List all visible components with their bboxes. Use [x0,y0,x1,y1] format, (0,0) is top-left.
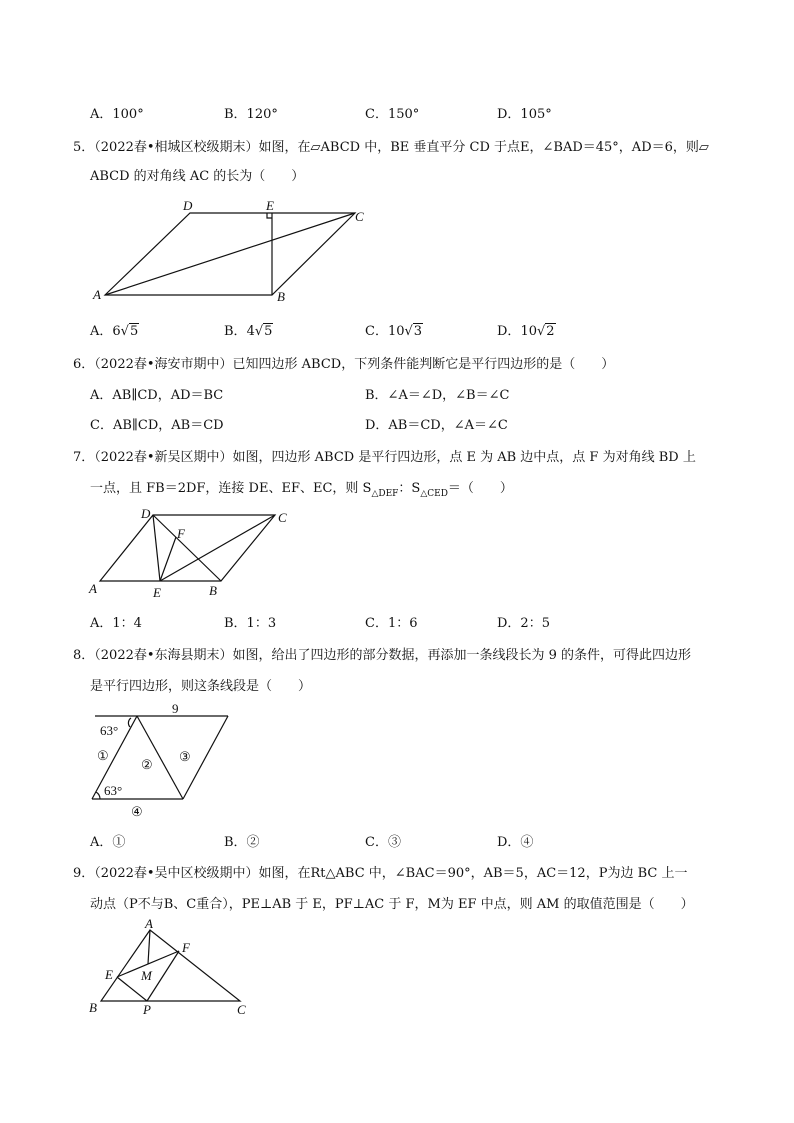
q8-label-4: ④ [131,804,143,819]
q8-label-3: ③ [179,749,191,764]
q7-option-c: C．1：6 [365,616,418,631]
q9-triangle-abc [101,930,240,1001]
q8-angle-arc-bottom [96,792,100,799]
q5-figure [85,195,385,310]
q7-label-d: D [141,506,151,521]
q9-label-b: B [89,1000,97,1015]
q5-diagonal-ac [105,213,355,295]
q5-label-c: C [355,209,364,224]
q5-option-d: D．10√2 [497,324,555,339]
q9-label-c: C [237,1002,246,1017]
q5-label-b: B [277,289,285,304]
q7-segment-de [153,515,160,581]
q6-option-b: B．∠A＝∠D，∠B＝∠C [365,388,510,403]
q8-label-1: ① [97,748,109,763]
q5-option-b: B．4√5 [224,324,273,339]
q5-option-a: A．6√5 [90,324,139,339]
q7-segment-ec [160,515,275,581]
q8-stem-line2: 是平行四边形，则这条线段是（ ） [90,679,312,694]
q7-option-a: A．1：4 [90,616,142,631]
q7-figure [85,505,300,600]
q5-label-a: A [93,287,101,302]
q7-label-b: B [209,583,217,598]
q5-stem-line1: 5．（2022春•相城区校级期末）如图，在▱ABCD 中，BE 垂直平分 CD 于点E，∠BAD＝45°，AD＝6，则▱ [73,140,709,155]
q4-option-b: B．120° [224,107,278,122]
q6-option-d: D．AB＝CD，∠A＝∠C [365,418,508,433]
q8-option-a: A．① [90,835,126,850]
q5-stem-line2: ABCD 的对角线 AC 的长为（ ） [90,169,305,184]
q9-figure [85,915,265,1025]
q6-option-a: A．AB∥CD，AD＝BC [90,388,224,403]
q9-label-f: F [182,940,190,955]
q9-label-m: M [141,968,152,983]
q9-segment-am [148,930,150,964]
q8-label-angle-bottom: 63° [104,783,123,798]
q7-segment-ef [160,537,176,581]
q6-stem: 6．（2022春•海安市期中）已知四边形 ABCD，下列条件能判断它是平行四边形的是（ ） [73,357,615,372]
q5-label-d: D [183,198,193,213]
q8-option-b: B．② [224,835,260,850]
q7-stem-line2: 一点，且 FB＝2DF，连接 DE、EF、EC，则 $S_{\triangle DEF}$：$S_{\triangle CED}=$（ ） [90,481,513,499]
q9-label-p: P [143,1002,151,1017]
q8-stem-line1: 8．（2022春•东海县期末）如图，给出了四边形的部分数据，再添加一条线段长为 9 的条件，可得此四边形 [73,648,692,663]
q7-label-e: E [153,585,161,600]
q8-option-c: C．③ [365,835,401,850]
q8-label-9: 9 [172,701,179,716]
q8-label-angle-top: 63° [100,723,119,738]
q8-figure [85,700,240,820]
q7-option-d: D．2：5 [497,616,550,631]
q5-option-c: C．10√3 [365,324,423,339]
q7-label-c: C [278,510,287,525]
q9-label-e: E [105,967,113,982]
q7-option-b: B．1：3 [224,616,277,631]
q7-label-a: A [89,581,97,596]
q9-stem-line1: 9．（2022春•吴中区校级期中）如图，在Rt△ABC 中，∠BAC＝90°，AB＝5，AC＝12，P为边 BC 上一 [73,866,688,881]
q8-option-d: D．④ [497,835,534,850]
q4-option-a: A．100° [90,107,144,122]
q9-stem-line2: 动点（P不与B、C重合），PE⊥AB 于 E，PF⊥AC 于 F，M为 EF 中点，则 AM 的取值范围是（ ） [90,897,694,912]
q9-label-a: A [145,916,153,931]
q6-option-c: C．AB∥CD，AB＝CD [90,418,224,433]
q5-right-angle-mark [267,213,272,218]
q4-option-c: C．150° [365,107,420,122]
q5-label-e: E [266,198,274,213]
q8-label-2: ② [141,757,153,772]
q4-option-d: D．105° [497,107,552,122]
q8-angle-arc-top [128,718,131,727]
q7-label-f: F [177,526,185,541]
q7-stem-line1: 7．（2022春•新吴区期中）如图，四边形 ABCD 是平行四边形，点 E 为 AB 边中点，点 F 为对角线 BD 上 [73,450,696,465]
